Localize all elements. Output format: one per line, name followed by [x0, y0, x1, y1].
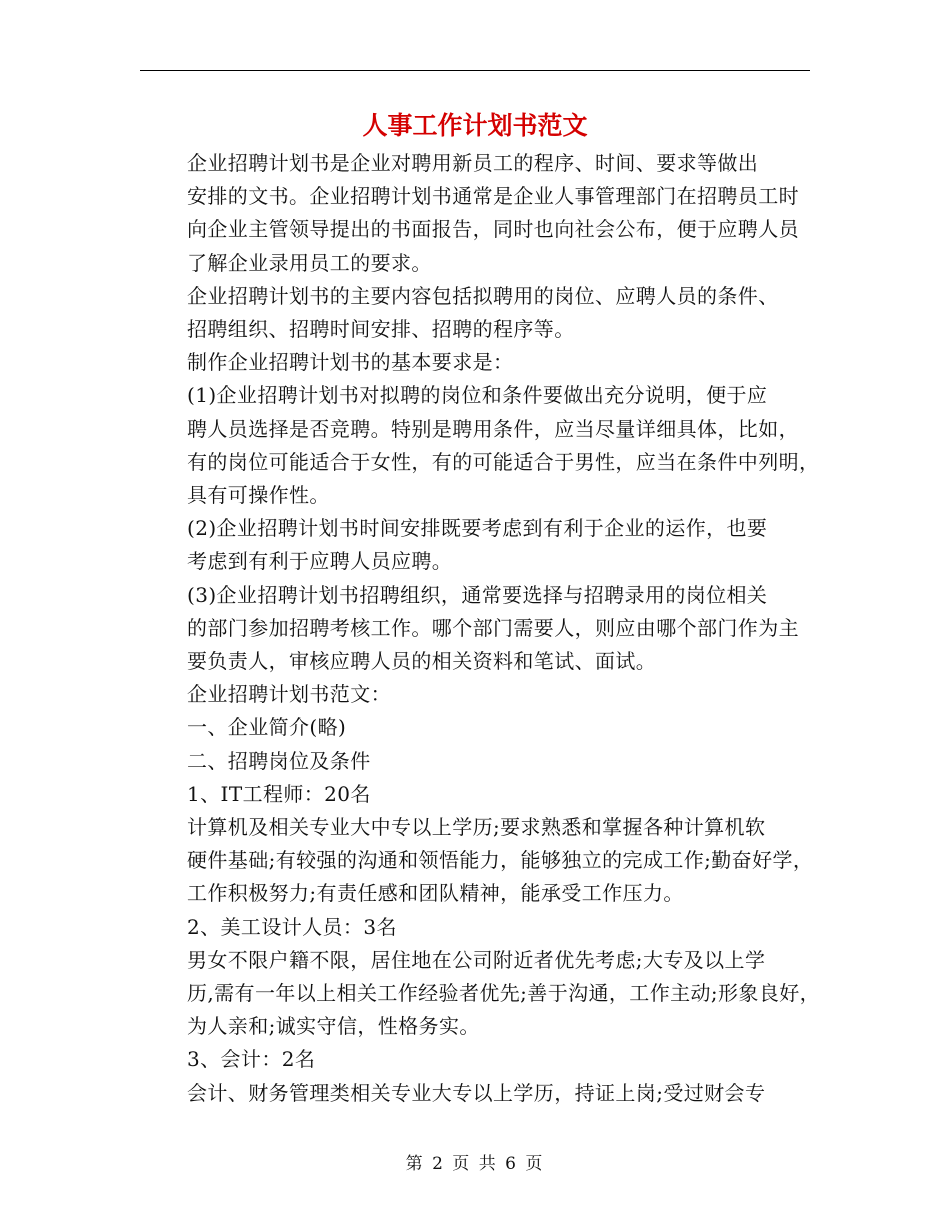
paragraph	[142, 512, 810, 578]
paragraph-line: 有的岗位可能适合于女性，有的可能适合于男性，应当在条件中列明，	[187, 449, 820, 474]
paragraph	[142, 944, 821, 1044]
paragraph-line: 的部门参加招聘考核工作。哪个部门需要人，则应由哪个部门作为主	[187, 615, 799, 640]
paragraph-line: 历,需有一年以上相关工作经验者优先;善于沟通，工作主动;形象良好，	[187, 981, 821, 1006]
paragraph	[142, 379, 820, 512]
paragraph	[142, 579, 810, 679]
paragraph	[142, 280, 810, 346]
paragraph-line: 一、企业简介(略)	[187, 715, 347, 740]
document-body	[142, 147, 821, 1110]
paragraph	[142, 678, 810, 711]
paragraph-line: 硬件基础;有较强的沟通和领悟能力，能够独立的完成工作;勤奋好学，	[187, 848, 814, 873]
paragraph-line: 考虑到有利于应聘人员应聘。	[187, 549, 453, 574]
paragraph-line: 聘人员选择是否竞聘。特别是聘用条件，应当尽量详细具体，比如，	[187, 416, 799, 441]
paragraph	[142, 346, 810, 379]
paragraph-line: (1)企业招聘计划书对拟聘的岗位和条件要做出充分说明，便于应	[187, 383, 768, 408]
paragraph-line: 男女不限户籍不限，居住地在公司附近者优先考虑;大专及以上学	[187, 947, 766, 972]
paragraph-line: 安排的文书。企业招聘计划书通常是企业人事管理部门在招聘员工时	[187, 184, 799, 209]
paragraph-line: 企业招聘计划书的主要内容包括拟聘用的岗位、应聘人员的条件、	[187, 283, 779, 308]
paragraph-line: 要负责人，审核应聘人员的相关资料和笔试、面试。	[187, 649, 657, 674]
paragraph	[142, 778, 810, 811]
paragraph-line: 具有可操作性。	[187, 483, 330, 508]
page-number: 第 2 页 共 6 页	[405, 1154, 545, 1174]
paragraph-line: 计算机及相关专业大中专以上学历;要求熟悉和掌握各种计算机软	[187, 815, 766, 840]
paragraph-line: 会计、财务管理类相关专业大专以上学历，持证上岗;受过财会专	[187, 1080, 766, 1105]
header-rule	[140, 70, 810, 71]
paragraph-line: 为人亲和;诚实守信，性格务实。	[187, 1014, 480, 1039]
paragraph	[142, 745, 810, 778]
paragraph-line: 招聘组织、招聘时间安排、招聘的程序等。	[187, 317, 575, 342]
paragraph-line: 工作积极努力;有责任感和团队精神，能承受工作压力。	[187, 881, 684, 906]
document-title: 人事工作计划书范文	[362, 111, 588, 140]
paragraph-line: 二、招聘岗位及条件	[187, 748, 371, 773]
paragraph-line: 企业招聘计划书是企业对聘用新员工的程序、时间、要求等做出	[187, 151, 759, 175]
paragraph-line: 向企业主管领导提出的书面报告，同时也向社会公布，便于应聘人员	[187, 217, 799, 242]
paragraph-line: (2)企业招聘计划书时间安排既要考虑到有利于企业的运作，也要	[187, 516, 768, 541]
paragraph	[142, 1043, 810, 1076]
paragraph-line: 1、IT工程师：20名	[187, 781, 371, 806]
paragraph-line: 3、会计：2名	[187, 1047, 316, 1072]
paragraph	[142, 1077, 810, 1110]
paragraph-line: (3)企业招聘计划书招聘组织，通常要选择与招聘录用的岗位相关	[187, 582, 768, 607]
paragraph	[142, 711, 810, 744]
paragraph-line: 2、美工设计人员：3名	[187, 914, 397, 939]
paragraph-line: 制作企业招聘计划书的基本要求是：	[187, 350, 514, 375]
paragraph	[142, 911, 810, 944]
paragraph-line: 了解企业录用员工的要求。	[187, 250, 432, 275]
paragraph	[142, 147, 810, 280]
paragraph-line: 企业招聘计划书范文：	[187, 682, 391, 707]
paragraph	[142, 811, 814, 911]
